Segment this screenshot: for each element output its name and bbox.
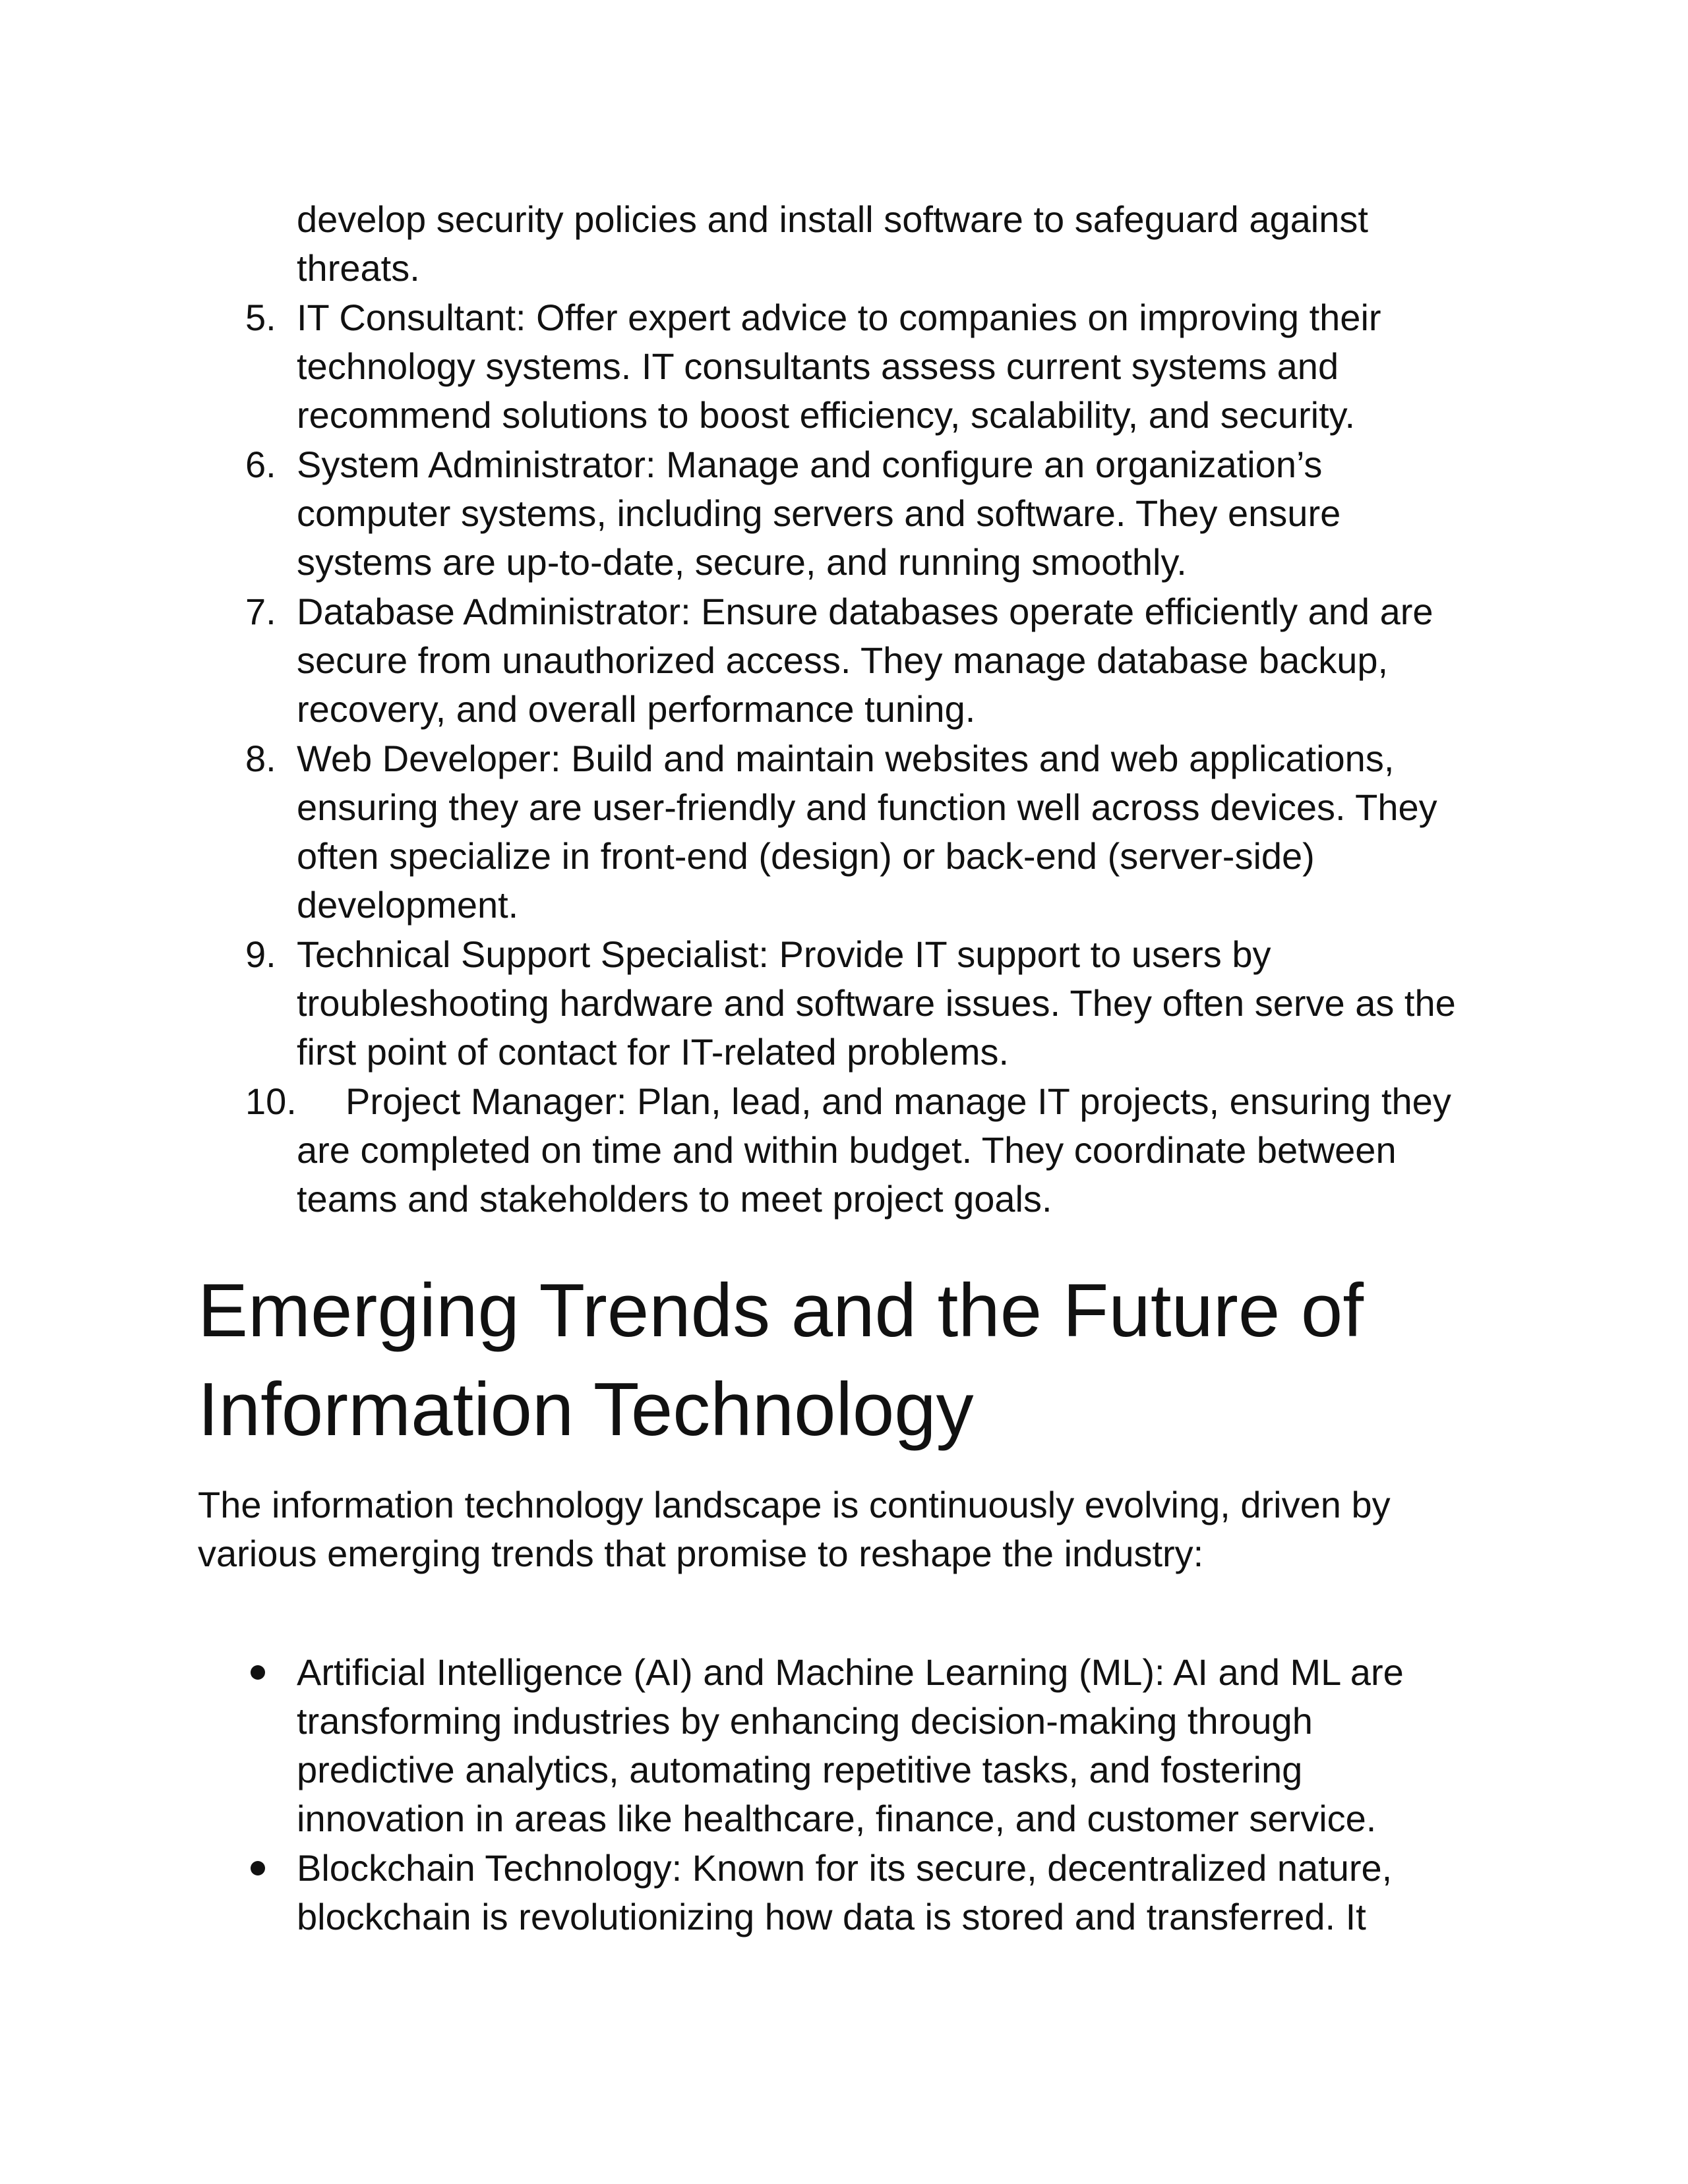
- list-item-text-line: innovation in areas like healthcare, finance, and customer service.: [297, 1798, 1377, 1839]
- list-item-text-line: secure from unauthorized access. They manage database backup,: [297, 639, 1389, 681]
- list-item-text-line: threats.: [297, 247, 420, 289]
- list-item-text-line: troubleshooting hardware and software issues. They often serve as the: [297, 982, 1456, 1024]
- section-heading-line: Information Technology: [198, 1368, 974, 1452]
- list-item-text-line: ensuring they are user-friendly and function well across devices. They: [297, 786, 1437, 828]
- list-item-text-line: first point of contact for IT-related problems.: [297, 1031, 1010, 1073]
- list-item-text-line: recovery, and overall performance tuning.: [297, 688, 976, 730]
- bullet-icon: [251, 1861, 265, 1875]
- list-item-number: 9.: [245, 933, 276, 975]
- list-item-text-line: Blockchain Technology: Known for its secure, decentralized nature,: [297, 1847, 1393, 1889]
- list-item-text-line: Artificial Intelligence (AI) and Machine Learning (ML): AI and ML are: [297, 1651, 1404, 1693]
- list-item-text-line: Database Administrator: Ensure databases operate efficiently and are: [297, 591, 1433, 632]
- list-item-text-line: System Administrator: Manage and configure an organization’s: [297, 444, 1323, 485]
- bullet-icon: [251, 1665, 265, 1680]
- list-item-text-line: are completed on time and within budget. They coordinate between: [297, 1129, 1397, 1171]
- list-item-text-line: blockchain is revolutionizing how data is stored and transferred. It: [297, 1896, 1366, 1937]
- list-item-number: 8.: [245, 738, 276, 779]
- list-item-text-line: transforming industries by enhancing decision-making through: [297, 1700, 1313, 1742]
- list-item-text-line: teams and stakeholders to meet project goals.: [297, 1178, 1052, 1220]
- list-item-text-line: IT Consultant: Offer expert advice to companies on improving their: [297, 297, 1381, 338]
- section-heading-line: Emerging Trends and the Future of: [198, 1269, 1364, 1353]
- list-item-text-line: develop security policies and install software to safeguard against: [297, 198, 1368, 240]
- paragraph-line: various emerging trends that promise to reshape the industry:: [198, 1533, 1204, 1574]
- list-item-number: 10.: [245, 1080, 297, 1122]
- list-item-text-line: computer systems, including servers and software. They ensure: [297, 492, 1341, 534]
- list-item-number: 5.: [245, 297, 276, 338]
- paragraph-line: The information technology landscape is continuously evolving, driven by: [198, 1484, 1391, 1525]
- list-item-text-line: development.: [297, 884, 519, 926]
- list-item-text-line: recommend solutions to boost efficiency, scalability, and security.: [297, 394, 1356, 436]
- list-item-text-line: systems are up-to-date, secure, and running smoothly.: [297, 541, 1187, 583]
- list-item-number: 6.: [245, 444, 276, 485]
- list-item-number: 7.: [245, 591, 276, 632]
- list-item-text-line: Web Developer: Build and maintain websites and web applications,: [297, 738, 1395, 779]
- list-item-text-line: Project Manager: Plan, lead, and manage IT projects, ensuring they: [346, 1080, 1451, 1122]
- list-item-text-line: often specialize in front-end (design) or back-end (server-side): [297, 835, 1315, 877]
- list-item-text-line: Technical Support Specialist: Provide IT support to users by: [297, 933, 1271, 975]
- list-item-text-line: technology systems. IT consultants assess current systems and: [297, 345, 1339, 387]
- list-item-text-line: predictive analytics, automating repetitive tasks, and fostering: [297, 1749, 1303, 1790]
